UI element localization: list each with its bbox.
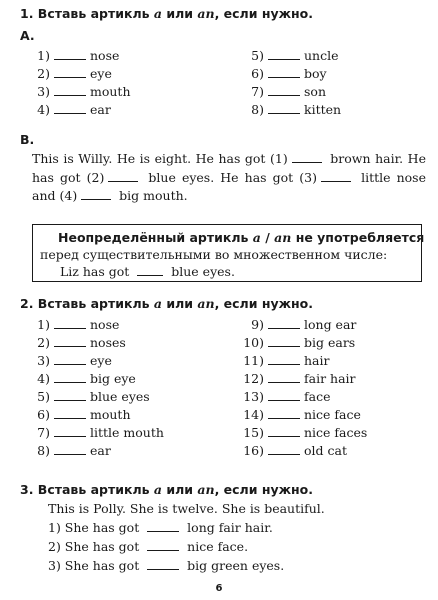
answer-blank[interactable] [268,102,300,114]
list-item: 1) She has got long fair hair. [48,520,273,535]
answer-blank[interactable] [147,520,179,532]
answer-blank[interactable] [54,443,86,455]
part-b-label: B. [20,132,35,147]
list-item: 1) nose [37,48,120,63]
answer-blank[interactable] [292,151,322,163]
exercise-3-intro: This is Polly. She is twelve. She is beautiful. [48,501,325,516]
list-item: 8) kitten [251,102,342,117]
answer-blank[interactable] [268,407,300,419]
exercise-2-heading: 2. Вставь артикль a или an, если нужно. [20,296,314,311]
answer-blank[interactable] [54,66,86,78]
list-item: 2) eye [37,66,112,81]
rule-example: Liz has got blue eyes. [60,264,235,279]
list-item: 7) little mouth [37,425,164,440]
answer-blank[interactable] [268,66,300,78]
answer-blank[interactable] [54,84,86,96]
answer-blank[interactable] [54,407,86,419]
part-a-label: A. [20,28,35,43]
exercise-1-heading: 1. Вставь артикль a или an, если нужно. [20,6,314,21]
answer-blank[interactable] [321,170,351,182]
list-item: 4) big eye [37,371,136,386]
list-item: 2) She has got nice face. [48,539,249,554]
answer-blank[interactable] [54,371,86,383]
answer-blank[interactable] [268,335,300,347]
rule-title: Неопределённый артикль a / an не употребляется [58,230,425,245]
list-item: 11) hair [243,353,330,368]
list-item: 16) old cat [243,443,347,458]
list-item: 13) face [243,389,331,404]
answer-blank[interactable] [54,102,86,114]
rule-text: перед существительными во множественном числе: [40,247,388,262]
answer-blank[interactable] [147,539,179,551]
list-item: 4) ear [37,102,111,117]
exercise-3-heading: 3. Вставь артикль a или an, если нужно. [20,482,314,497]
list-item: 9) long ear [251,317,357,332]
answer-blank[interactable] [268,84,300,96]
list-item: 3) eye [37,353,112,368]
answer-blank[interactable] [54,353,86,365]
list-item: 6) mouth [37,407,131,422]
answer-blank[interactable] [54,335,86,347]
answer-blank[interactable] [54,48,86,60]
list-item: 5) uncle [251,48,339,63]
list-item: 3) She has got big green eyes. [48,558,285,573]
answer-blank[interactable] [54,389,86,401]
answer-blank[interactable] [268,353,300,365]
list-item: 6) boy [251,66,327,81]
answer-blank[interactable] [268,443,300,455]
answer-blank[interactable] [268,317,300,329]
answer-blank[interactable] [268,425,300,437]
answer-blank[interactable] [54,425,86,437]
list-item: 1) nose [37,317,120,332]
list-item: 5) blue eyes [37,389,150,404]
list-item: 12) fair hair [243,371,356,386]
answer-blank[interactable] [54,317,86,329]
list-item: 7) son [251,84,326,99]
example-blank [137,264,163,276]
answer-blank[interactable] [268,389,300,401]
answer-blank[interactable] [81,188,111,200]
part-b-paragraph: This is Willy. He is eight. He has got (1) brown hair. He has got (2) blue eyes. He has got (3) little nose and (4) big mouth. [32,151,426,203]
list-item: 3) mouth [37,84,131,99]
answer-blank[interactable] [147,558,179,570]
list-item: 10) big ears [243,335,356,350]
list-item: 15) nice faces [243,425,368,440]
answer-blank[interactable] [268,371,300,383]
answer-blank[interactable] [268,48,300,60]
answer-blank[interactable] [108,170,138,182]
page-number: 6 [215,583,223,594]
list-item: 14) nice face [243,407,361,422]
list-item: 8) ear [37,443,111,458]
list-item: 2) noses [37,335,126,350]
